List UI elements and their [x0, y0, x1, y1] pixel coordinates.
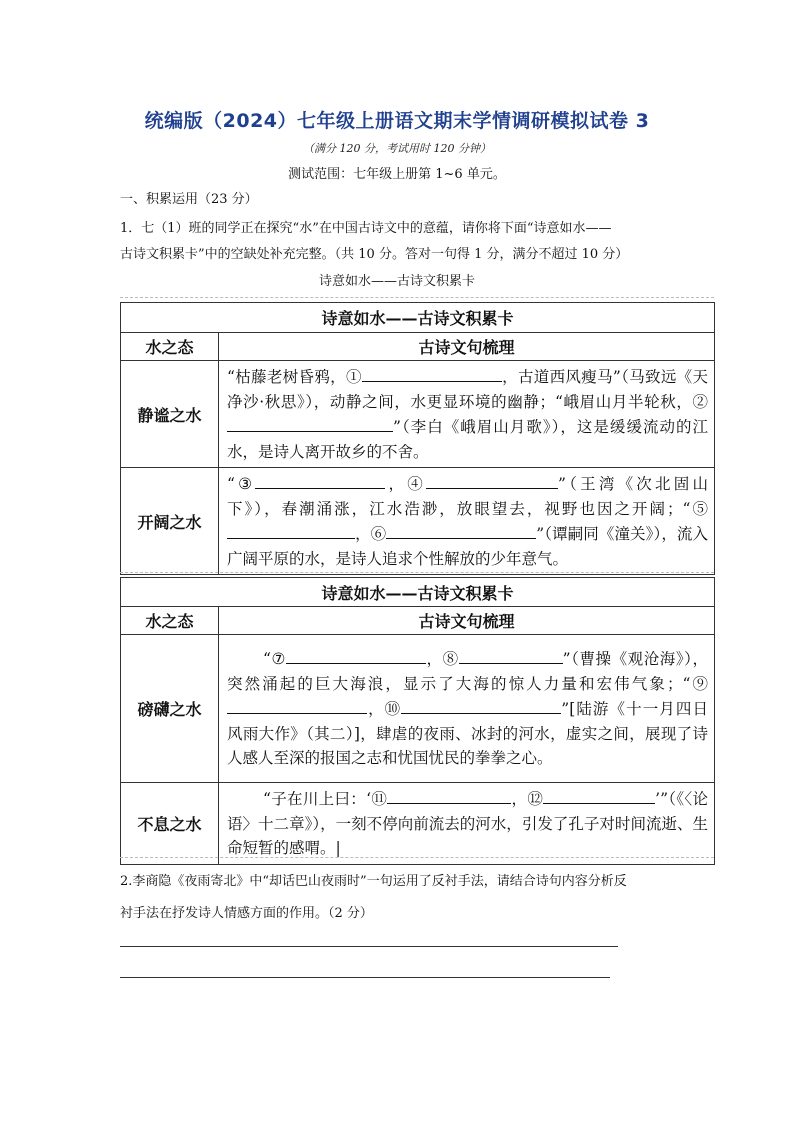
- page-title: 统编版（2024）七年级上册语文期末学情调研模拟试卷 3: [144, 110, 650, 132]
- answer-blank-9[interactable]: [227, 696, 367, 714]
- column-header-poem-lines: 古诗文句梳理: [219, 607, 715, 635]
- column-header-poem-lines: 古诗文句梳理: [219, 333, 715, 361]
- row-content-tranquil-water: “枯藤老树昏鸦，① ，古道西风瘦马”（马致远《天净沙·秋思》），动静之间，水更显环境的幽静；“峨眉山月半轮秋，②”（李白《峨眉山月歌》），这是缓缓流动的江水，是诗人离开故乡的不舍。: [219, 361, 715, 468]
- row-label-majestic-water: 磅礴之水: [121, 635, 219, 783]
- answer-blank-5[interactable]: [227, 521, 355, 539]
- card-title: 诗意如水——古诗文积累卡: [121, 578, 715, 607]
- row-label-tranquil-water: 静谧之水: [121, 361, 219, 468]
- answer-blank-1[interactable]: [362, 364, 502, 382]
- question-1-line-2: 古诗文积累卡”中的空缺处补充完整。（共 10 分。答对一句得 1 分，满分不超过 10 分）: [120, 247, 629, 262]
- test-scope: 测试范围：七年级上册第 1~6 单元。: [288, 167, 506, 182]
- table-divider: [120, 857, 714, 864]
- poetry-card-2: [120, 577, 715, 865]
- question-2-line-2: 衬手法在抒发诗人情感方面的作用。（2 分）: [120, 906, 373, 921]
- column-header-water-form: 水之态: [121, 607, 219, 635]
- row-content-majestic-water: “⑦ ，⑧ ”（曹操《观沧海》），突然涌起的巨大海浪，显示了大海的惊人力量和宏伟气象；“⑨，⑩ ”[陆游《十一月四日风雨大作》（其二）]，肆虐的夜雨、冰封的河水，虚实之间，展现了诗人感人至深的报国之志和忧国忧民的拳拳之心。: [219, 635, 715, 783]
- answer-blank-3[interactable]: [255, 471, 385, 489]
- column-header-water-form: 水之态: [121, 333, 219, 361]
- row-content-endless-water: “子在川上曰：‘⑪ ，⑫ ’”（《〈论语〉十二章》），一刻不停向前流去的河水，引发了孔子对时间流逝、生命短暂的感喟。|: [219, 783, 715, 865]
- answer-blank-11[interactable]: [387, 786, 511, 804]
- poetry-card-1: [120, 302, 715, 575]
- answer-blank-7[interactable]: [286, 646, 426, 664]
- answer-line-1[interactable]: [120, 946, 618, 947]
- row-content-vast-water: “③ ，④ ”（王湾《次北固山下》），春潮涌涨，江水浩渺，放眼望去，视野也因之开阔；“⑤，⑥ ”（谭嗣同《潼关》），流入广阔平原的水，是诗人追求个性解放的少年意气。: [219, 468, 715, 575]
- answer-blank-10[interactable]: [401, 696, 561, 714]
- answer-blank-6[interactable]: [386, 521, 536, 539]
- answer-line-2[interactable]: [120, 977, 610, 978]
- answer-blank-8[interactable]: [459, 646, 563, 664]
- question-1-line-1: 1．七（1）班的同学正在探究“水”在中国古诗文中的意蕴，请你将下面“诗意如水——: [120, 221, 612, 236]
- answer-blank-2[interactable]: [227, 414, 393, 432]
- exam-info: （满分 120 分，考试用时 120 分钟）: [303, 142, 491, 155]
- row-label-endless-water: 不息之水: [121, 783, 219, 865]
- question-2-line-1: 2.李商隐《夜雨寄北》中“却话巴山夜雨时”一句运用了反衬手法，请结合诗句内容分析反: [120, 874, 627, 889]
- answer-blank-4[interactable]: [426, 471, 558, 489]
- section-heading: 一、积累运用（23 分）: [120, 192, 258, 207]
- card-title: 诗意如水——古诗文积累卡: [121, 303, 715, 333]
- row-label-vast-water: 开阔之水: [121, 468, 219, 575]
- card-caption: 诗意如水——古诗文积累卡: [318, 274, 475, 289]
- answer-blank-12[interactable]: [543, 786, 655, 804]
